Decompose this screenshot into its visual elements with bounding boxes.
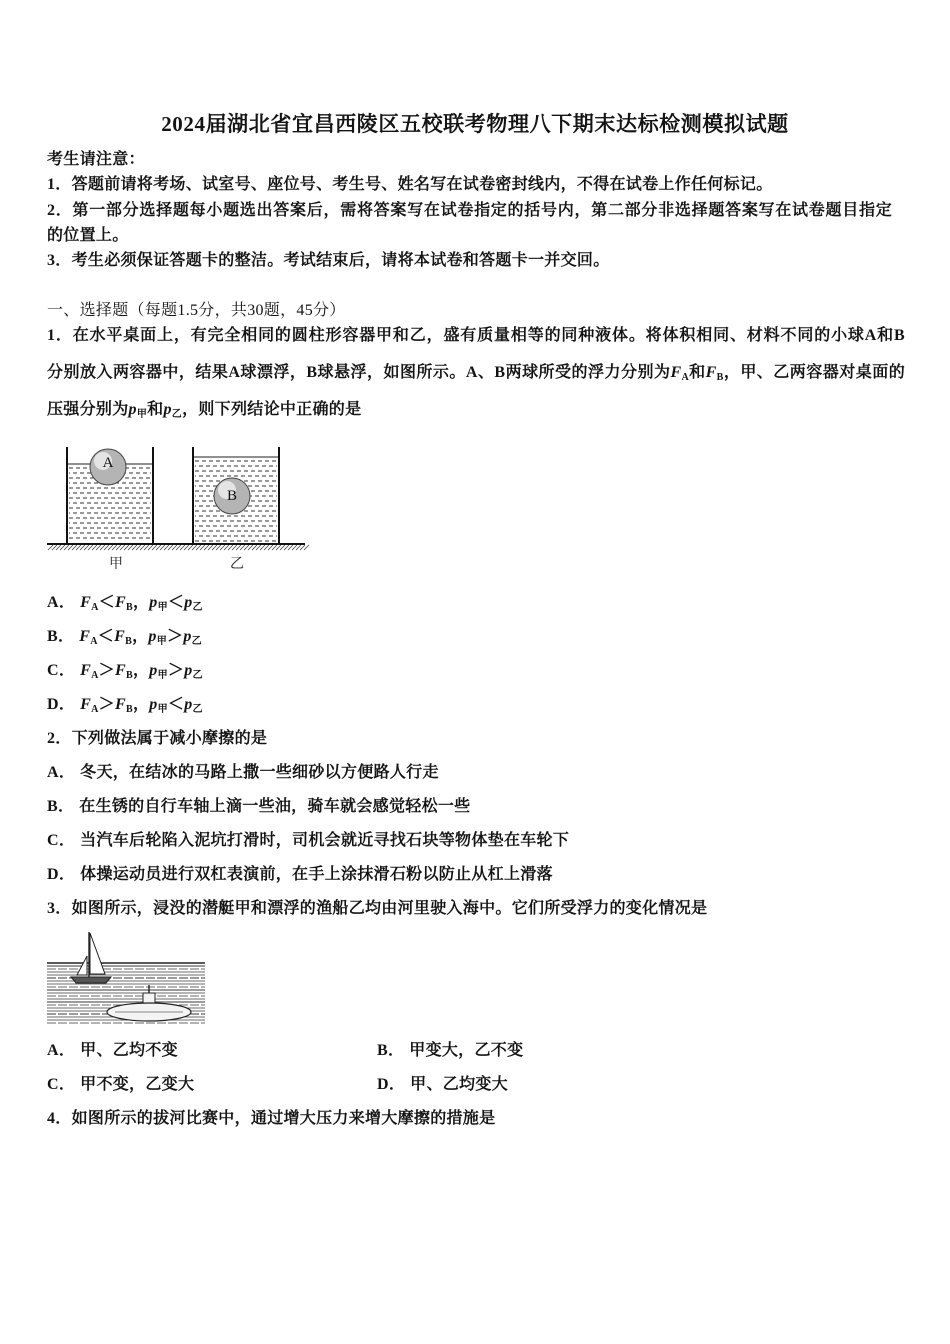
q2-option-a	[47, 763, 439, 783]
force-symbol: F	[114, 662, 126, 679]
q2-option-d	[47, 865, 553, 885]
subscript-a: A	[91, 670, 99, 681]
separator: ，	[132, 594, 150, 611]
option-text: 甲变大，乙不变	[409, 1042, 524, 1059]
subscript-yi: 乙	[171, 409, 183, 420]
page-title: 2024届湖北省宜昌西陵区五校联考物理八下期末达标检测模拟试题	[161, 112, 789, 136]
q1-stem-text: ，则下列结论中正确的是	[182, 401, 362, 418]
ball-a-label: A	[102, 455, 114, 471]
table-hatching	[48, 545, 309, 550]
q1-stem-line-3	[47, 400, 361, 425]
option-letter: A．	[47, 764, 76, 781]
pressure-symbol: p	[128, 401, 137, 418]
subscript-a: A	[681, 372, 689, 383]
pressure-symbol: p	[184, 662, 193, 679]
q1-option-a	[47, 593, 203, 618]
conjunction: 和	[688, 364, 706, 381]
q1-stem-text: 分别放入两容器中，结果A球漂浮，B球悬浮，如图所示。A、B两球所受的浮力分别为	[47, 364, 671, 381]
table-surface	[47, 544, 309, 550]
subscript-jia: 甲	[157, 704, 168, 715]
subscript-b: B	[125, 636, 133, 647]
subscript-b: B	[125, 704, 133, 715]
force-symbol: F	[670, 364, 682, 381]
option-text: 冬天，在结冰的马路上撒一些细砂以方便路人行走	[80, 764, 439, 781]
option-letter: C．	[47, 1076, 76, 1093]
relation-sign: ＜	[167, 594, 185, 611]
conjunction: 和	[147, 401, 164, 418]
pressure-symbol: p	[183, 628, 192, 645]
q3-option-d	[377, 1075, 508, 1095]
option-letter: B．	[377, 1042, 405, 1059]
pressure-symbol: p	[149, 696, 158, 713]
relation-sign: ＜	[97, 628, 115, 645]
option-letter: B．	[47, 628, 75, 645]
container-yi	[193, 447, 279, 544]
q3-option-c	[47, 1075, 194, 1095]
pressure-symbol: p	[184, 594, 193, 611]
q3-option-a	[47, 1041, 178, 1061]
option-letter: A．	[47, 594, 76, 611]
q1-stem-line-1: 1．在水平桌面上，有完全相同的圆柱形容器甲和乙，盛有质量相等的同种液体。将体积相同、材料不同的小球A和B	[47, 327, 905, 344]
q1-option-c	[47, 661, 203, 686]
pressure-symbol: p	[148, 628, 157, 645]
q1-stem-text: 压强分别为	[47, 401, 129, 418]
subscript-yi: 乙	[192, 602, 203, 613]
container-jia	[67, 447, 153, 544]
force-symbol: F	[80, 696, 92, 713]
pressure-symbol: p	[184, 696, 193, 713]
subscript-yi: 乙	[192, 670, 203, 681]
relation-sign: ＜	[98, 594, 115, 611]
option-letter: A．	[47, 1042, 76, 1059]
force-symbol: F	[114, 628, 126, 645]
separator: ，	[132, 628, 149, 645]
option-letter: C．	[47, 832, 76, 849]
container-label-yi: 乙	[230, 557, 244, 572]
pressure-symbol: p	[163, 401, 172, 418]
subscript-jia: 甲	[157, 670, 168, 681]
force-symbol: F	[114, 696, 126, 713]
q1-stem-line-2	[47, 363, 905, 388]
subscript-jia: 甲	[157, 602, 168, 613]
q1-option-b	[47, 627, 202, 652]
relation-sign: ＞	[167, 628, 184, 645]
q3-stem: 3．如图所示，浸没的潜艇甲和漂浮的渔船乙均由河里驶入海中。它们所受浮力的变化情况是	[47, 900, 708, 917]
boat-hull	[71, 977, 111, 983]
subscript-b: B	[125, 602, 133, 613]
subscript-jia: 甲	[136, 409, 148, 420]
option-letter: C．	[47, 662, 76, 679]
section-heading-choice: 一、选择题（每题1.5分，共30题，45分）	[47, 302, 346, 319]
subscript-yi: 乙	[192, 704, 203, 715]
boat-main-sail	[90, 933, 105, 974]
q2-option-c	[47, 831, 569, 851]
q4-stem: 4．如图所示的拔河比赛中，通过增大压力来增大摩擦的措施是	[47, 1110, 496, 1127]
option-text: 当汽车后轮陷入泥坑打滑时，司机会就近寻找石块等物体垫在车轮下	[80, 832, 570, 849]
option-letter: D．	[47, 866, 76, 883]
pressure-symbol: p	[149, 662, 158, 679]
option-letter: D．	[47, 696, 76, 713]
ball-a	[90, 449, 126, 485]
option-text: 甲、乙均不变	[80, 1042, 178, 1059]
notice-item-2: 2．第一部分选择题每小题选出答案后，需将答案写在试卷指定的括号内，第二部分非选择题答案写在试卷题目指定	[47, 202, 892, 219]
subscript-a: A	[90, 636, 98, 647]
pressure-symbol: p	[149, 594, 158, 611]
subscript-a: A	[91, 602, 99, 613]
ball-b-label: B	[226, 488, 238, 504]
subscript-jia: 甲	[156, 636, 168, 647]
subscript-b: B	[716, 372, 724, 383]
relation-sign: ＞	[98, 662, 115, 679]
q2-option-b	[47, 797, 470, 817]
option-text: 甲不变，乙变大	[80, 1076, 195, 1093]
notice-item-2-continued: 的位置上。	[47, 227, 129, 244]
option-text: 在生锈的自行车轴上滴一些油，骑车就会感觉轻松一些	[79, 798, 471, 815]
relation-sign: ＞	[98, 696, 115, 713]
force-symbol: F	[705, 364, 717, 381]
option-text: 体操运动员进行双杠表演前，在手上涂抹滑石粉以防止从杠上滑落	[80, 866, 553, 883]
q1-stem-text: ，甲、乙两容器对桌面的	[723, 364, 906, 381]
force-symbol: F	[80, 662, 92, 679]
subscript-yi: 乙	[191, 636, 202, 647]
q3-figure	[45, 928, 207, 1028]
subscript-a: A	[91, 704, 99, 715]
subscript-b: B	[125, 670, 133, 681]
force-symbol: F	[79, 628, 91, 645]
option-letter: B．	[47, 798, 75, 815]
separator: ，	[132, 662, 150, 679]
q1-option-d	[47, 695, 203, 720]
relation-sign: ＜	[167, 696, 185, 713]
relation-sign: ＞	[167, 662, 185, 679]
force-symbol: F	[114, 594, 126, 611]
notice-heading: 考生请注意：	[47, 151, 145, 168]
separator: ，	[132, 696, 150, 713]
notice-item-3: 3．考生必须保证答题卡的整洁。考试结束后，请将本试卷和答题卡一并交回。	[47, 252, 610, 269]
container-label-jia: 甲	[109, 557, 123, 572]
notice-item-1: 1．答题前请将考场、试室号、座位号、考生号、姓名写在试卷密封线内，不得在试卷上作任何标记。	[47, 176, 773, 193]
force-symbol: F	[80, 594, 92, 611]
option-letter: D．	[377, 1076, 406, 1093]
ball-b	[214, 478, 250, 514]
q1-figure	[45, 440, 310, 580]
q2-stem: 2．下列做法属于减小摩擦的是	[47, 730, 268, 747]
option-text: 甲、乙均变大	[410, 1076, 508, 1093]
q3-option-b	[377, 1041, 523, 1061]
